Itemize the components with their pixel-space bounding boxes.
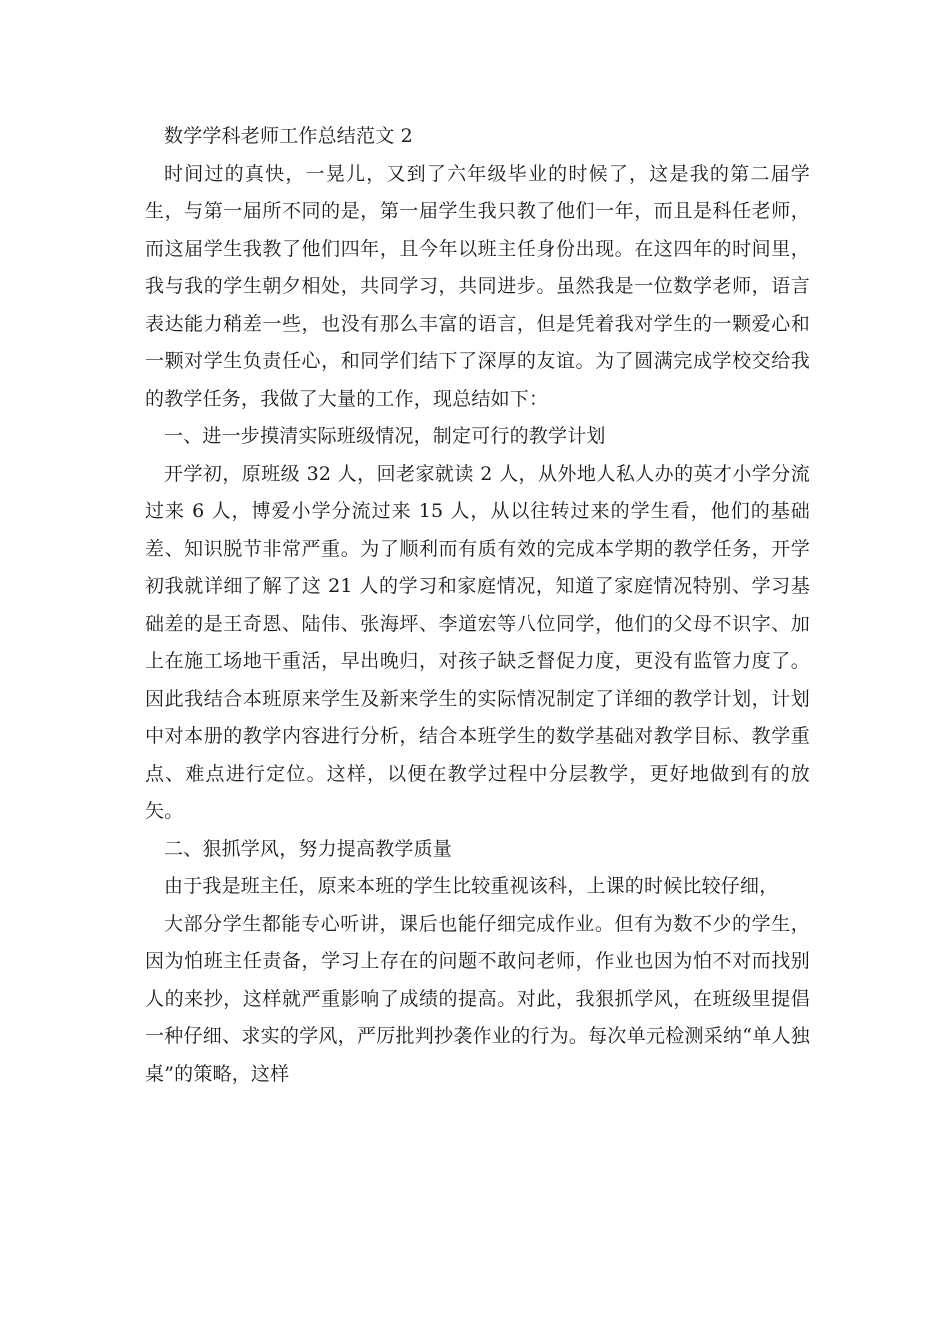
paragraph-section-1: 开学初，原班级 32 人，回老家就读 2 人，从外地人私人办的英才小学分流过来 6 人，博爱小学分流过来 15 人，从以往转过来的学生看，他们的基础差、知识脱节非常严重。为了顺利而有质有效的完成本学期的教学任务，开学初我就详细了解了这 21 人的学习和家庭情况，知道了家庭情况特别、学习基础差的是王奇恩、陆伟、张海坪、李道宏等八位同学，他们的父母不识字、加上在施工场地干重活，早出晚归，对孩子缺乏督促力度，更没有监管力度了。因此我结合本班原来学生及新来学生的实际情况制定了详细的教学计划，计划中对本册的教学内容进行分析，结合本班学生的数学基础对教学目标、教学重点、难点进行定位。这样，以便在教学过程中分层教学，更好地做到有的放矢。 [145, 462, 810, 822]
section-heading-1: 一、进一步摸清实际班级情况，制定可行的教学计划 [164, 425, 606, 447]
paragraph-section-2a: 由于我是班主任，原来本班的学生比较重视该科，上课的时候比较仔细， [164, 875, 779, 897]
section-heading-2: 二、狠抓学风，努力提高教学质量 [164, 837, 453, 860]
paragraph-section-2b: 大部分学生都能专心听讲，课后也能仔细完成作业。但有为数不少的学生，因为怕班主任责备，学习上存在的问题不敢问老师，作业也因为怕不对而找别人的来抄，这样就严重影响了成绩的提高。对此，我狠抓学风，在班级里提倡一种仔细、求实的学风，严厉批判抄袭作业的行为。每次单元检测采纳“单人独桌”的策略，这样 [145, 912, 810, 1085]
document-page [145, 118, 810, 1093]
document-title: 数学学科老师工作总结范文 2 [164, 125, 413, 147]
paragraph-intro: 时间过的真快，一晃儿，又到了六年级毕业的时候了，这是我的第二届学生，与第一届所不同的是，第一届学生我只教了他们一年，而且是科任老师，而这届学生我教了他们四年，且今年以班主任身份出现。在这四年的时间里，我与我的学生朝夕相处，共同学习，共同进步。虽然我是一位数学老师，语言表达能力稍差一些，也没有那么丰富的语言，但是凭着我对学生的一颗爱心和一颗对学生负责任心，和同学们结下了深厚的友谊。为了圆满完成学校交给我的教学任务，我做了大量的工作，现总结如下： [145, 162, 810, 410]
